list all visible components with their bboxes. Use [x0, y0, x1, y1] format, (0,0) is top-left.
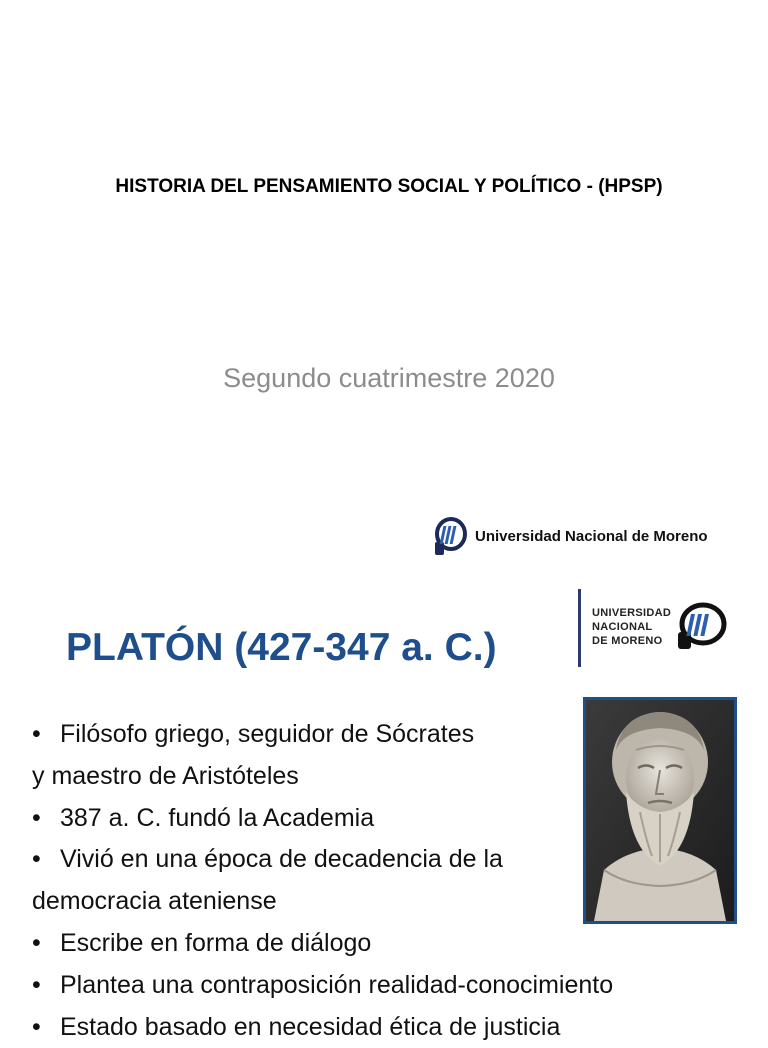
bullet-marker: •: [32, 803, 41, 832]
slide-title: PLATÓN (427-347 a. C.): [66, 626, 497, 669]
bullet-item: [32, 714, 732, 756]
bullet-marker: •: [32, 720, 41, 748]
bullet-list: [32, 714, 732, 1048]
bullet-continuation: [32, 756, 732, 798]
bullet-text: Plantea una contraposición realidad-conocimiento: [60, 970, 614, 999]
unm-logo-icon: [432, 514, 468, 558]
bullet-continuation: [32, 881, 732, 923]
university-name: Universidad Nacional de Moreno: [475, 527, 708, 545]
bullet-text: Vivió en una época de decadencia de la: [60, 845, 503, 874]
bullet-text: y maestro de Aristóteles: [32, 761, 299, 790]
university-logo-text: [592, 606, 671, 648]
bullet-item: [32, 923, 732, 965]
unm-logo-icon: [672, 600, 728, 652]
bullet-text: Estado basado en necesidad ética de justicia: [60, 1012, 561, 1041]
bullet-item: [32, 1007, 732, 1048]
logo-divider: [578, 589, 581, 667]
bullet-text: Filósofo griego, seguidor de Sócrates: [60, 720, 475, 748]
logo-line: NACIONAL: [592, 621, 653, 633]
bullet-text: Escribe en forma de diálogo: [60, 928, 372, 957]
content-slide: [0, 576, 768, 1041]
bullet-text: democracia ateniense: [32, 887, 277, 916]
bullet-item: [32, 839, 732, 881]
bullet-item: [32, 965, 732, 1007]
bullet-marker: •: [32, 845, 41, 874]
university-footer-logo: [432, 514, 708, 558]
bullet-marker: •: [32, 1012, 41, 1041]
bullet-item: [32, 798, 732, 840]
bullet-marker: •: [32, 928, 41, 957]
term-subtitle: Segundo cuatrimestre 2020: [223, 363, 555, 393]
bullet-text: 387 a. C. fundó la Academia: [60, 803, 375, 832]
logo-line: DE MORENO: [592, 635, 663, 647]
course-title: HISTORIA DEL PENSAMIENTO SOCIAL Y POLÍTICO - (HPSP): [115, 176, 663, 197]
bullet-marker: •: [32, 970, 41, 999]
logo-line: UNIVERSIDAD: [592, 607, 672, 619]
